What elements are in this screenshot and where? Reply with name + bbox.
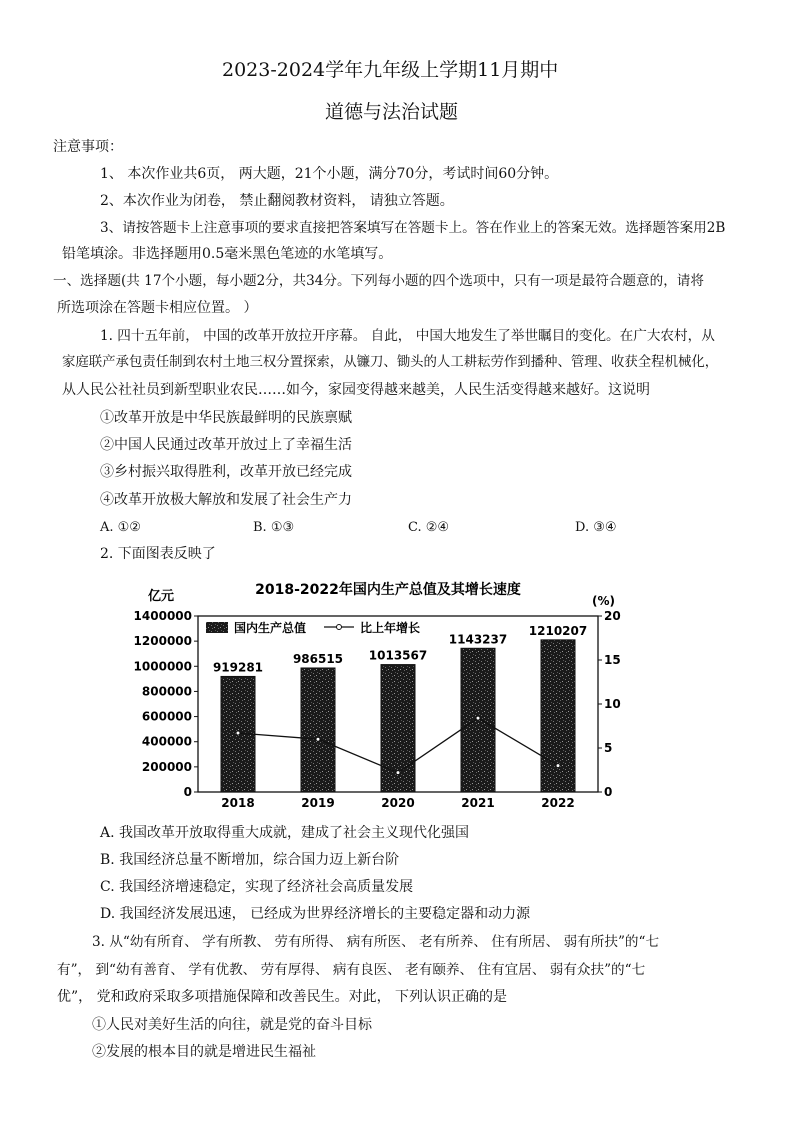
gdp-bar-label: 1143237 bbox=[448, 632, 508, 647]
question-1-option-b: B. ①③ bbox=[253, 520, 295, 535]
note-item: 2、本次作业为闭卷， 禁止翻阅教材资料， 请独立答题。 bbox=[100, 193, 454, 209]
question-1-option-c: C. ②④ bbox=[408, 520, 450, 535]
question-1-option-d: D. ③④ bbox=[575, 520, 617, 535]
right-axis-tick-label: 0 bbox=[604, 785, 613, 799]
notes-heading: 注意事项： bbox=[53, 139, 123, 155]
gdp-bar bbox=[301, 668, 335, 792]
left-axis-tick-label: 1200000 bbox=[133, 634, 192, 649]
chart-title: 2018-2022年国内生产总值及其增长速度 bbox=[255, 582, 521, 598]
question-2-option-b: B. 我国经济总量不断增加，综合国力迈上新台阶 bbox=[100, 852, 400, 868]
left-axis-tick-label: 1400000 bbox=[133, 609, 192, 623]
right-axis-tick-label: 20 bbox=[604, 609, 621, 623]
legend-bar-swatch bbox=[206, 622, 228, 633]
x-axis-label: 2019 bbox=[301, 796, 335, 810]
left-axis-tick-label: 400000 bbox=[141, 734, 192, 749]
question-1-statement: ①改革开放是中华民族最鲜明的民族禀赋 bbox=[100, 410, 352, 426]
question-1-text: 从人民公社社员到新型职业农民……如今，家园变得越来越美，人民生活变得越来越好。这说明 bbox=[62, 382, 650, 398]
left-axis-tick-label: 1000000 bbox=[133, 659, 192, 674]
question-3-text: 3. 从“幼有所育、 学有所教、 劳有所得、 病有所医、 老有所养、 住有所居、 弱有所扶”的“七 bbox=[92, 934, 660, 950]
left-axis-tick-label: 0 bbox=[183, 785, 192, 799]
growth-rate-point bbox=[236, 731, 240, 735]
question-2-option-d: D. 我国经济发展迅速， 已经成为世界经济增长的主要稳定器和动力源 bbox=[100, 906, 531, 922]
left-axis-tick-label: 600000 bbox=[141, 709, 192, 724]
right-axis-tick-label: 15 bbox=[604, 653, 621, 667]
gdp-bar-label: 1013567 bbox=[368, 648, 428, 663]
chart-left-unit: 亿元 bbox=[148, 589, 175, 604]
question-1-option-a: A. ①② bbox=[100, 520, 141, 535]
growth-rate-point bbox=[476, 716, 480, 720]
left-axis-tick-label: 800000 bbox=[141, 684, 192, 699]
legend-gdp-label: 国内生产总值 bbox=[234, 621, 307, 635]
legend-growth-label: 比上年增长 bbox=[360, 621, 421, 635]
gdp-bar-label: 986515 bbox=[292, 651, 344, 666]
left-axis-tick-label: 200000 bbox=[141, 759, 192, 774]
question-3-statement: ①人民对美好生活的向往，就是党的奋斗目标 bbox=[92, 1017, 372, 1033]
growth-rate-point bbox=[316, 737, 320, 741]
gdp-bar bbox=[541, 640, 575, 792]
exam-title: 2023-2024学年九年级上学期11月期中 bbox=[222, 59, 559, 81]
question-1-statement: ③乡村振兴取得胜利，改革开放已经完成 bbox=[100, 464, 352, 480]
chart-right-unit: (%) bbox=[592, 594, 615, 608]
right-axis-tick-label: 10 bbox=[604, 697, 621, 711]
x-axis-label: 2022 bbox=[541, 796, 575, 810]
growth-rate-point bbox=[556, 764, 560, 768]
exam-subject: 道德与法治试题 bbox=[325, 101, 459, 123]
question-2-option-a: A. 我国改革开放取得重大成就，建成了社会主义现代化强国 bbox=[100, 825, 470, 841]
right-axis-tick-label: 5 bbox=[604, 741, 613, 755]
note-item: 1、 本次作业共6页， 两大题，21个小题，满分70分，考试时间60分钟。 bbox=[100, 166, 559, 182]
gdp-bar-label: 1210207 bbox=[528, 623, 588, 638]
question-1-statement: ④改革开放极大解放和发展了社会生产力 bbox=[100, 492, 352, 508]
gdp-bar-label: 919281 bbox=[212, 660, 264, 675]
growth-rate-point bbox=[396, 771, 400, 775]
question-3-statement: ②发展的根本目的就是增进民生福祉 bbox=[92, 1044, 316, 1060]
note-item: 铅笔填涂。非选择题用0.5毫米黑色笔迹的水笔填写。 bbox=[62, 246, 393, 262]
x-axis-label: 2021 bbox=[461, 796, 495, 810]
question-1-text: 家庭联产承包责任制到农村土地三权分置探索，从镰刀、锄头的人工耕耘劳作到播种、管理、收获全程机械化， bbox=[62, 355, 719, 370]
question-3-text: 优”， 党和政府采取多项措施保障和改善民生。对此， 下列认识正确的是 bbox=[57, 989, 508, 1005]
question-1-statement: ②中国人民通过改革开放过上了幸福生活 bbox=[100, 437, 352, 453]
question-2-stem: 2. 下面图表反映了 bbox=[100, 546, 216, 562]
section-heading-cont: 所选项涂在答题卡相应位置。 ） bbox=[57, 300, 258, 316]
x-axis-label: 2020 bbox=[381, 796, 415, 810]
question-1-text: 1. 四十五年前， 中国的改革开放拉开序幕。 自此， 中国大地发生了举世瞩目的变化。在广大农村，从 bbox=[100, 328, 715, 344]
question-2-option-c: C. 我国经济增速稳定，实现了经济社会高质量发展 bbox=[100, 879, 414, 895]
x-axis-label: 2018 bbox=[221, 796, 255, 810]
question-3-text: 有”， 到“幼有善育、 学有优教、 劳有厚得、 病有良医、 老有颐养、 住有宜居、 弱有众扶”的“七 bbox=[57, 962, 646, 978]
legend-line-marker bbox=[337, 625, 342, 630]
chart-legend bbox=[206, 620, 420, 635]
note-item: 3、请按答题卡上注意事项的要求直接把答案填写在答题卡上。答在作业上的答案无效。选择题答案用2B bbox=[100, 220, 726, 236]
section-heading: 一、选择题(共 17个小题，每小题2分，共34分。下列每小题的四个选项中，只有一项是最符合题意的，请将 bbox=[53, 273, 704, 289]
